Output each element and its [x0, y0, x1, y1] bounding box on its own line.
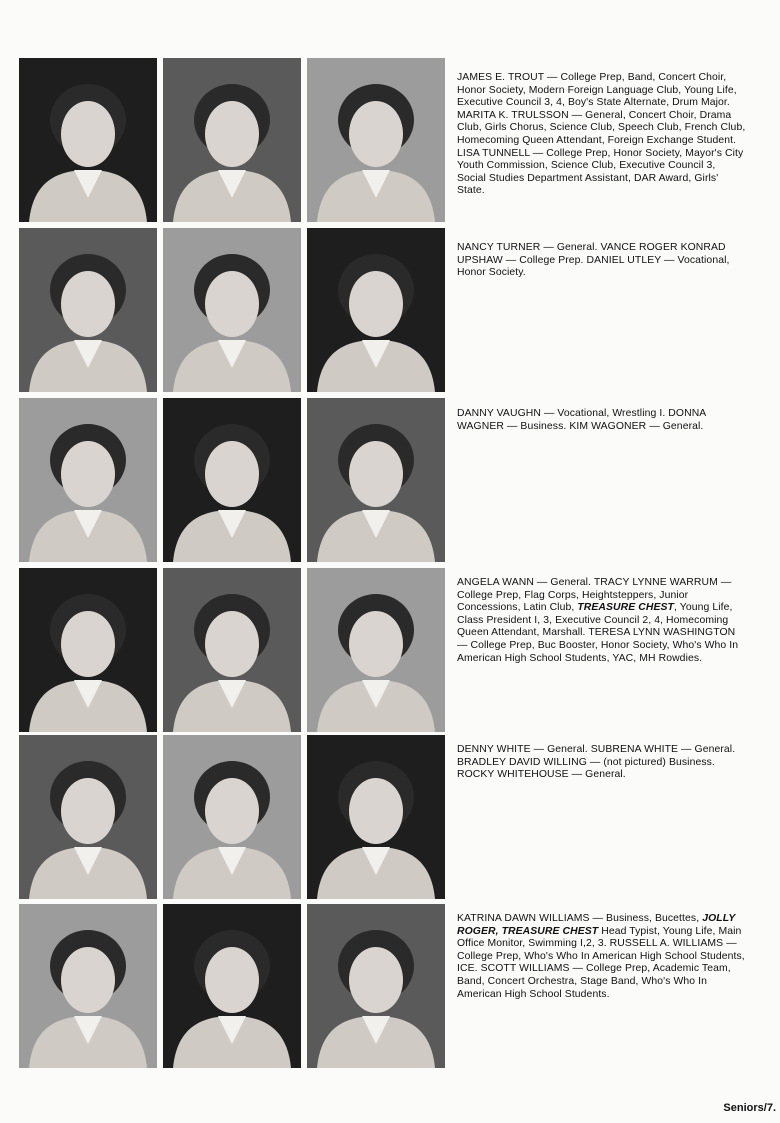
portrait-photo: [307, 904, 445, 1068]
portrait-photo: [307, 568, 445, 732]
portrait-photo: [19, 228, 157, 392]
portrait-photo: [19, 568, 157, 732]
caption-row-1: [457, 72, 747, 198]
portrait-photo: [19, 398, 157, 562]
person-silhouette-icon: [163, 58, 301, 222]
person-silhouette-icon: [307, 904, 445, 1068]
caption-row-2: [457, 242, 747, 280]
caption-segment: TREASURE CHEST: [577, 602, 674, 614]
person-silhouette-icon: [307, 735, 445, 899]
portrait-photo: [19, 904, 157, 1068]
person-silhouette-icon: [307, 568, 445, 732]
page-folio: Seniors/7.: [723, 1102, 776, 1114]
portrait-photo: [163, 568, 301, 732]
caption-segment: , Young Life, Class President I, 3, Executive Council 2, 4, Homecoming Queen Attendant, Marshall. TERESA LYNN WASHINGTON — College Prep, Buc Booster, Honor Society, Who's Who In American High School Students, YAC, MH Rowdies.: [457, 602, 739, 664]
person-silhouette-icon: [19, 228, 157, 392]
caption-segment: JOLLY ROGER, TREASURE CHEST: [457, 913, 736, 937]
person-silhouette-icon: [19, 58, 157, 222]
caption-row-6: [457, 913, 747, 1001]
person-silhouette-icon: [307, 398, 445, 562]
person-silhouette-icon: [163, 904, 301, 1068]
caption-row-5: [457, 744, 747, 782]
portrait-photo: [19, 735, 157, 899]
portrait-photo: [163, 58, 301, 222]
caption-row-3: [457, 408, 747, 433]
person-silhouette-icon: [163, 568, 301, 732]
person-silhouette-icon: [19, 904, 157, 1068]
person-silhouette-icon: [307, 228, 445, 392]
caption-row-4: [457, 577, 747, 665]
portrait-photo: [307, 58, 445, 222]
person-silhouette-icon: [307, 58, 445, 222]
caption-segment: Head Typist, Young Life, Main Office Monitor, Swimming I,2, 3. RUSSELL A. WILLIAMS — College Prep, Who's Who In American High School Students, ICE. SCOTT WILLIAMS — College Prep, Academic Team, Band, Concert Orchestra, Stage Band, Who's Who In American High School Students.: [457, 925, 745, 1000]
portrait-photo: [163, 735, 301, 899]
caption-segment: KATRINA DAWN WILLIAMS — Business, Bucettes,: [457, 913, 703, 924]
person-silhouette-icon: [19, 568, 157, 732]
caption-segment: JAMES E. TROUT — College Prep, Band, Concert Choir, Honor Society, Modern Foreign Language Club, Young Life, Executive Council 3, 4, Boy's State Alternate, Drum Major. MARITA K. TRULSSON — General, Concert Choir, Drama Club, Girls Chorus, Science Club, Speech Club, French Club, Homecoming Queen Attendant, Foreign Exchange Student. LISA TUNNELL — College Prep, Honor Society, Mayor's City Youth Commission, Science Club, Executive Council 3, Social Studies Department Assistant, DAR Award, Girls' State.: [457, 72, 746, 197]
caption-segment: DENNY WHITE — General. SUBRENA WHITE — General. BRADLEY DAVID WILLING — (not pictured) Business. ROCKY WHITEHOUSE — General.: [457, 744, 736, 781]
person-silhouette-icon: [163, 228, 301, 392]
person-silhouette-icon: [19, 735, 157, 899]
person-silhouette-icon: [19, 398, 157, 562]
portrait-photo: [307, 735, 445, 899]
portrait-photo: [307, 398, 445, 562]
caption-segment: ANGELA WANN — General. TRACY LYNNE WARRUM — College Prep, Flag Corps, Heightsteppers, Junior Concessions, Latin Club,: [457, 577, 732, 614]
caption-segment: DANNY VAUGHN — Vocational, Wrestling I. DONNA WAGNER — Business. KIM WAGONER — General.: [457, 408, 706, 432]
portrait-photo: [163, 398, 301, 562]
person-silhouette-icon: [163, 735, 301, 899]
caption-segment: NANCY TURNER — General. VANCE ROGER KONRAD UPSHAW — College Prep. DANIEL UTLEY — Vocational, Honor Society.: [457, 242, 730, 279]
portrait-photo: [19, 58, 157, 222]
portrait-photo: [163, 904, 301, 1068]
portrait-photo: [307, 228, 445, 392]
portrait-photo: [163, 228, 301, 392]
person-silhouette-icon: [163, 398, 301, 562]
